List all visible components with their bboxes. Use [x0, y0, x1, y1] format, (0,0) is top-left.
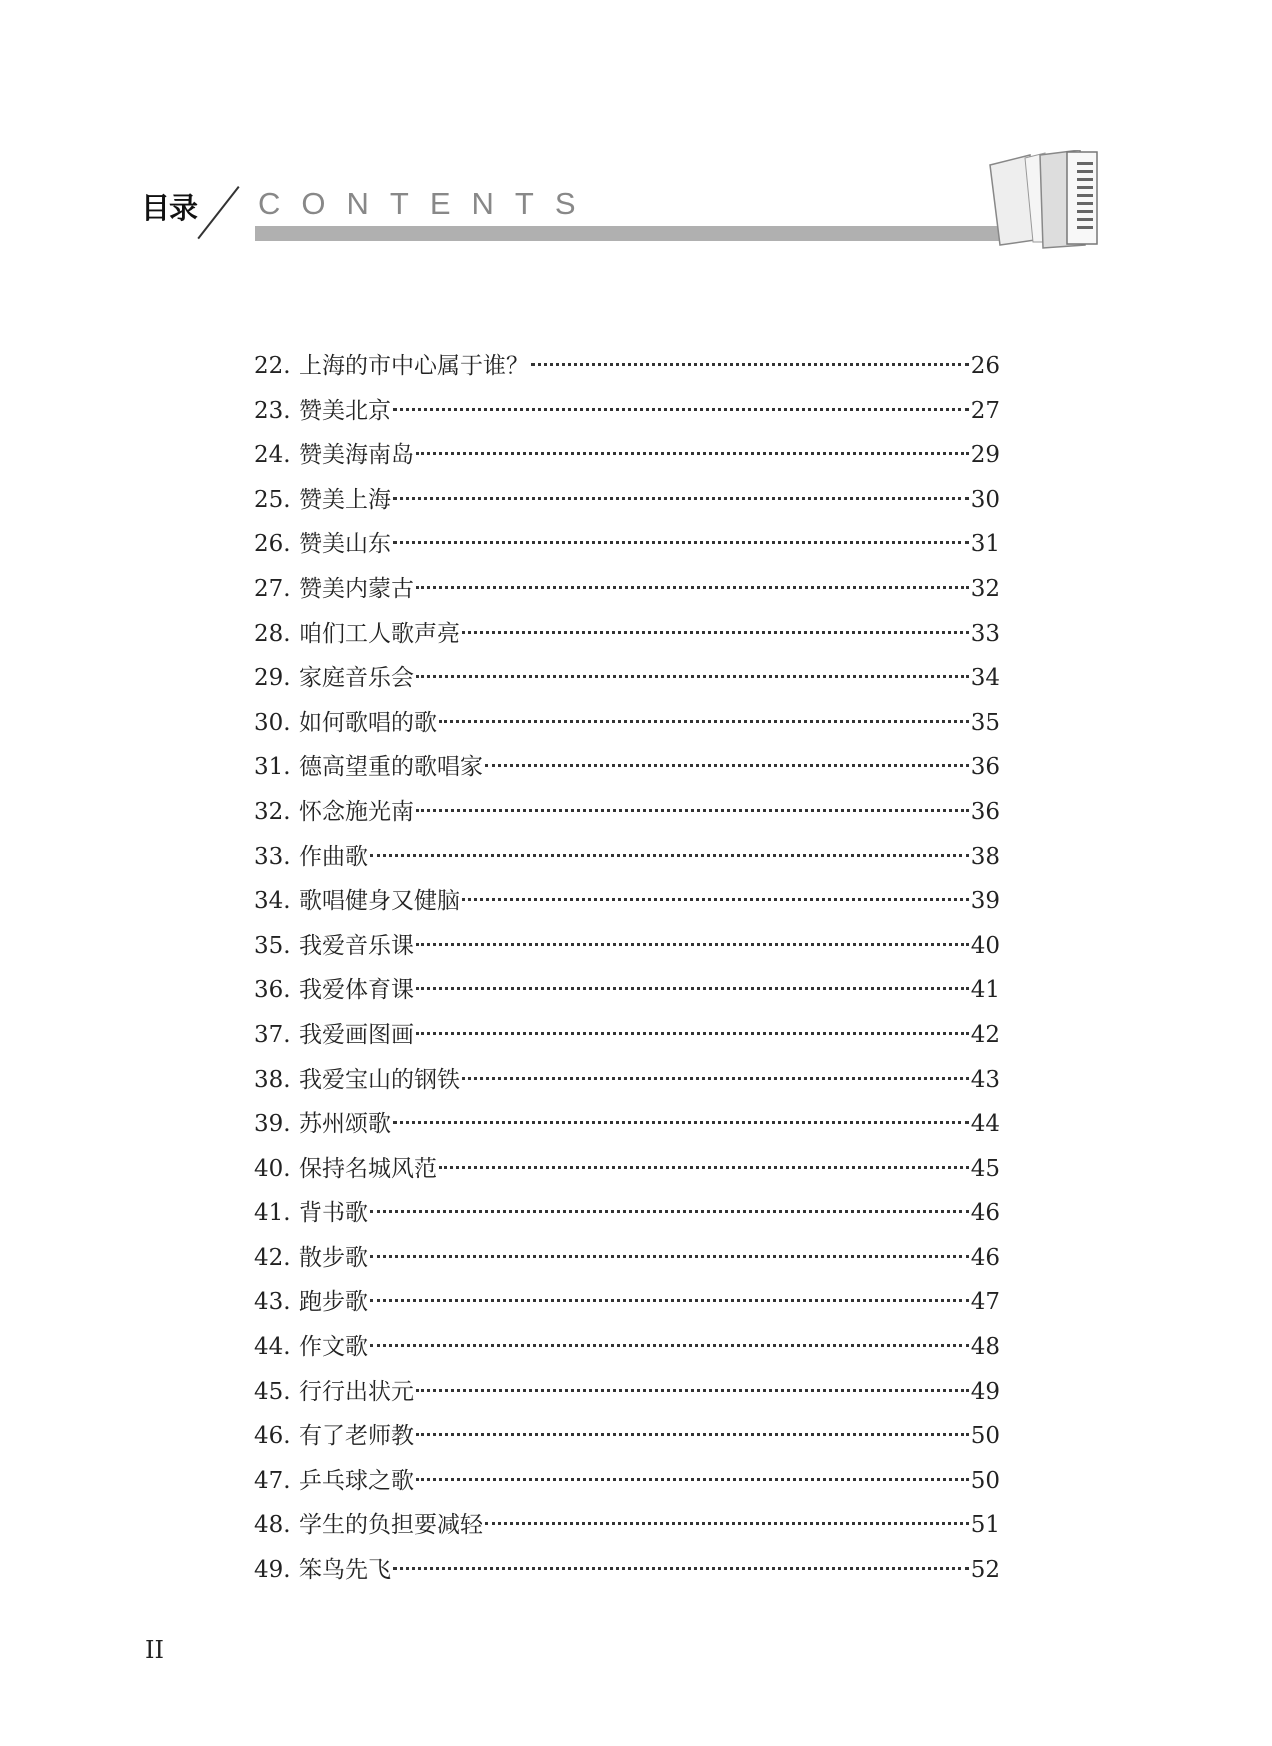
entry-number: 29. [254, 665, 291, 692]
entry-number: 30. [254, 709, 291, 736]
entry-page: 44 [970, 1111, 1000, 1138]
entry-number: 33. [254, 843, 291, 870]
dot-leader [393, 541, 969, 544]
entry-number: 39. [254, 1111, 291, 1138]
toc-entry[interactable] [254, 835, 1000, 880]
entry-title: 散步歌 [299, 1244, 368, 1271]
entry-title: 我爱画图画 [299, 1021, 414, 1048]
dot-leader [439, 1166, 969, 1169]
toc-entry[interactable] [254, 924, 1000, 969]
entry-number: 42. [254, 1244, 291, 1271]
entry-number: 35. [254, 932, 291, 959]
page-number: II [145, 1636, 164, 1664]
toc-entry[interactable] [254, 389, 1000, 434]
entry-title: 赞美北京 [299, 397, 391, 424]
entry-page: 35 [970, 709, 1000, 736]
toc-entry[interactable] [254, 1548, 1000, 1593]
entry-number: 38. [254, 1066, 291, 1093]
dot-leader [370, 1299, 969, 1302]
entry-title: 歌唱健身又健脑 [299, 888, 460, 915]
toc-entry[interactable] [254, 478, 1000, 523]
entry-number: 43. [254, 1289, 291, 1316]
dot-leader [416, 809, 969, 812]
entry-title: 我爱音乐课 [299, 932, 414, 959]
dot-leader [416, 452, 969, 455]
dot-leader [416, 1032, 969, 1035]
entry-page: 38 [970, 843, 1000, 870]
dot-leader [485, 764, 969, 767]
toc-entry[interactable] [254, 1280, 1000, 1325]
entry-title: 赞美海南岛 [299, 442, 414, 469]
toc-entry[interactable] [254, 522, 1000, 567]
entry-title: 苏州颂歌 [299, 1111, 391, 1138]
entry-page: 50 [970, 1467, 1000, 1494]
entry-number: 31. [254, 754, 291, 781]
entry-page: 36 [970, 798, 1000, 825]
entry-page: 46 [970, 1244, 1000, 1271]
entry-page: 40 [970, 932, 1000, 959]
entry-page: 46 [970, 1200, 1000, 1227]
toc-entry[interactable] [254, 1325, 1000, 1370]
entry-number: 23. [254, 397, 291, 424]
toc-entry[interactable] [254, 968, 1000, 1013]
entry-page: 31 [970, 531, 1000, 558]
entry-title: 学生的负担要减轻 [299, 1512, 483, 1539]
dot-leader [416, 1389, 969, 1392]
entry-page: 32 [970, 575, 1000, 602]
entry-number: 25. [254, 486, 291, 513]
toc-entry[interactable] [254, 433, 1000, 478]
entry-page: 52 [970, 1557, 1000, 1584]
toc-entry[interactable] [254, 1414, 1000, 1459]
entry-page: 26 [970, 353, 1000, 379]
dot-leader [416, 675, 969, 678]
dot-leader [393, 1121, 969, 1124]
header-gray-bar [255, 226, 1025, 241]
entry-number: 49. [254, 1557, 291, 1584]
entry-title: 赞美山东 [299, 531, 391, 558]
table-of-contents [254, 344, 1000, 1593]
toc-entry[interactable] [254, 1191, 1000, 1236]
entry-page: 29 [970, 442, 1000, 469]
entry-title: 行行出状元 [299, 1378, 414, 1405]
toc-entry[interactable] [254, 567, 1000, 612]
entry-page: 47 [970, 1289, 1000, 1316]
dot-leader [416, 1478, 969, 1481]
entry-number: 47. [254, 1467, 291, 1494]
dot-leader [416, 1433, 969, 1436]
entry-title: 保持名城风范 [299, 1155, 437, 1182]
dot-leader [370, 1255, 969, 1258]
dot-leader [370, 854, 969, 857]
dot-leader [462, 631, 969, 634]
entry-page: 41 [970, 977, 1000, 1004]
dot-leader [393, 1567, 969, 1570]
entry-title: 作文歌 [299, 1334, 368, 1361]
entry-number: 44. [254, 1334, 291, 1361]
entry-number: 24. [254, 442, 291, 469]
toc-entry[interactable] [254, 1236, 1000, 1281]
toc-entry[interactable] [254, 879, 1000, 924]
entry-page: 30 [970, 486, 1000, 513]
entry-number: 48. [254, 1512, 291, 1539]
entry-page: 34 [970, 665, 1000, 692]
dot-leader [531, 363, 969, 366]
toc-entry[interactable] [254, 1370, 1000, 1415]
entry-page: 36 [970, 754, 1000, 781]
entry-page: 49 [970, 1378, 1000, 1405]
entry-title: 跑步歌 [299, 1289, 368, 1316]
toc-entry[interactable] [254, 656, 1000, 701]
entry-number: 26. [254, 531, 291, 558]
entry-title: 我爱体育课 [299, 977, 414, 1004]
entry-title: 咱们工人歌声亮 [299, 620, 460, 647]
entry-page: 42 [970, 1021, 1000, 1048]
toc-entry[interactable] [254, 701, 1000, 746]
dot-leader [485, 1522, 969, 1525]
entry-title: 笨鸟先飞 [299, 1557, 391, 1584]
contents-title-english: CONTENTS [258, 186, 597, 221]
dot-leader [462, 898, 969, 901]
entry-page: 27 [970, 397, 1000, 424]
dot-leader [393, 408, 969, 411]
toc-entry[interactable] [254, 1102, 1000, 1147]
entry-title: 赞美内蒙古 [299, 575, 414, 602]
entry-title: 我爱宝山的钢铁 [299, 1066, 460, 1093]
dot-leader [416, 987, 969, 990]
dot-leader [370, 1344, 969, 1347]
toc-entry[interactable] [254, 1459, 1000, 1504]
dot-leader [393, 497, 969, 500]
entry-page: 50 [970, 1423, 1000, 1450]
entry-page: 45 [970, 1155, 1000, 1182]
toc-entry[interactable] [254, 1503, 1000, 1548]
entry-number: 22. [254, 353, 291, 379]
title-divider-slash [197, 186, 239, 239]
toc-entry[interactable] [254, 1147, 1000, 1192]
entry-title: 赞美上海 [299, 486, 391, 513]
entry-page: 48 [970, 1334, 1000, 1361]
entry-number: 41. [254, 1200, 291, 1227]
entry-number: 40. [254, 1155, 291, 1182]
dot-leader [416, 586, 969, 589]
entry-number: 32. [254, 798, 291, 825]
entry-title: 怀念施光南 [299, 798, 414, 825]
toc-entry[interactable] [254, 1058, 1000, 1103]
entry-number: 27. [254, 575, 291, 602]
entry-number: 34. [254, 888, 291, 915]
entry-title: 乒乓球之歌 [299, 1467, 414, 1494]
dot-leader [416, 943, 969, 946]
entry-number: 46. [254, 1423, 291, 1450]
entry-page: 43 [970, 1066, 1000, 1093]
entry-title: 如何歌唱的歌 [299, 709, 437, 736]
dot-leader [439, 720, 969, 723]
entry-title: 有了老师教 [299, 1423, 414, 1450]
entry-number: 45. [254, 1378, 291, 1405]
toc-entry[interactable] [254, 612, 1000, 657]
toc-entry[interactable] [254, 745, 1000, 790]
toc-entry[interactable] [254, 1013, 1000, 1058]
entry-title: 背书歌 [299, 1200, 368, 1227]
entry-title: 作曲歌 [299, 843, 368, 870]
contents-title-chinese: 目录 [141, 191, 198, 225]
toc-entry[interactable] [254, 344, 1000, 389]
entry-number: 37. [254, 1021, 291, 1048]
entry-page: 51 [970, 1512, 1000, 1539]
entry-number: 36. [254, 977, 291, 1004]
entry-title: 家庭音乐会 [299, 665, 414, 692]
entry-title: 上海的市中心属于谁？ [299, 353, 529, 379]
entry-page: 33 [970, 620, 1000, 647]
entry-title: 德高望重的歌唱家 [299, 754, 483, 781]
dot-leader [462, 1077, 969, 1080]
toc-entry[interactable] [254, 790, 1000, 835]
entry-number: 28. [254, 620, 291, 647]
entry-page: 39 [970, 888, 1000, 915]
accordion-icon [985, 150, 1120, 250]
dot-leader [370, 1210, 969, 1213]
